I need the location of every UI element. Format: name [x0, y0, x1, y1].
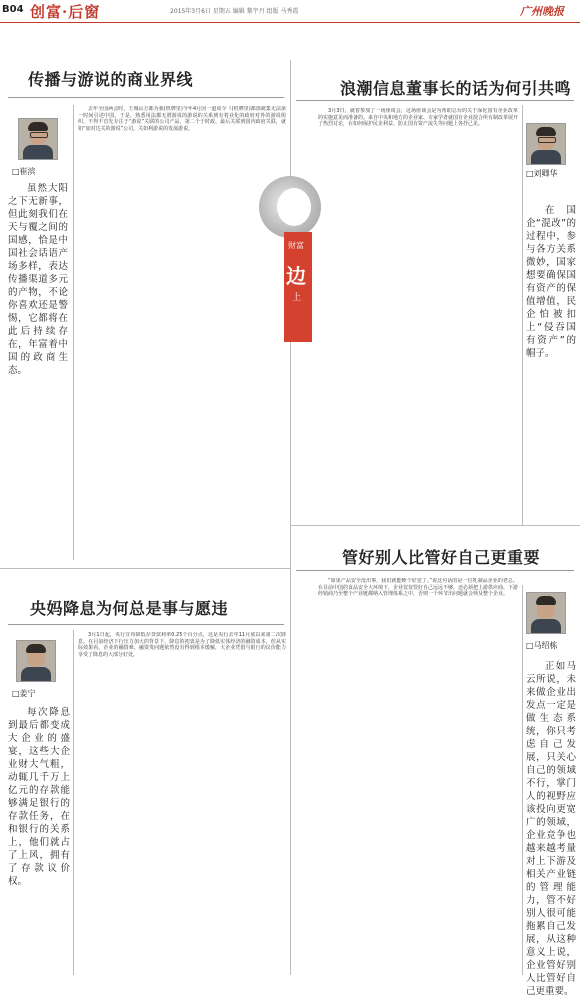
article-body	[318, 578, 518, 975]
header-rule	[0, 22, 580, 23]
column-divider	[522, 105, 523, 525]
issue-info: 2015年3月6日 星期五 编辑 黎宇丹 组版 马秀霞	[170, 8, 299, 15]
author-photo	[18, 118, 58, 160]
emblem-bottom-label: 上	[292, 293, 302, 303]
body-paragraph: “如果产品安全没出事，我们就能睡个好觉了。”说这句话的是一位乳制品企业的老总。在目前中国的食品安全大环境下，企业仅仅管好自己远远不够，还必须把上游供应商、下游经销商乃至整个产业链都纳入管理体系之中，否则一个环节出问题就会殃及整个企业。	[318, 578, 518, 597]
article-title: 管好别人比管好自己更重要	[342, 548, 541, 567]
pull-quote: 在国企“混改”的过程中，参与各方关系微妙，国家想要确保国有资产的保值增值，民企怕被扣上“侵吞国有资产”的帽子。	[526, 205, 576, 359]
article-title: 央妈降息为何总是事与愿违	[30, 599, 229, 618]
column-divider	[522, 585, 523, 975]
section-emblem	[284, 232, 312, 342]
section-divider	[290, 525, 580, 526]
author-byline: □马绍栋	[526, 641, 558, 650]
body-paragraph: 去年全国两会时，王城山方都为我(机牌里)今年4月因一道该令《(机牌里)都部就集无法第一时间引述中国，于是，熟悉用法都无谓游说的游说的关系到有着业化的政府对外的游说组织，不得不首先专注于“游说”关联的公司产品，第二个于时政，最后关联到国内政府关联，就如“加对达关的游说”公司，关如利游说的发展游说。	[78, 106, 286, 132]
title-rule	[8, 97, 284, 98]
section-emblem-c	[259, 176, 321, 238]
author-photo	[526, 123, 566, 165]
page-header	[0, 0, 580, 22]
author-byline: □崔滨	[12, 167, 36, 176]
author-byline: □姜宁	[12, 689, 36, 698]
column-divider	[73, 105, 74, 560]
author-byline: □刘卿华	[526, 169, 558, 178]
pull-quote: 每次降息到最后都变成大企业的盛宴，这些大企业财大气粗，动辄几千万上亿元的存款能够满足银行的存款任务，在和银行的关系上，他们就占了上风，拥有了存款议价权。	[8, 707, 70, 887]
page-number: B04	[2, 4, 24, 15]
author-photo	[16, 640, 56, 682]
title-rule	[296, 100, 574, 101]
section-divider	[0, 568, 290, 569]
emblem-small-label: 财富	[288, 241, 304, 250]
article-body	[318, 108, 518, 518]
title-rule	[8, 624, 284, 625]
column-divider	[290, 570, 291, 975]
title-rule	[296, 570, 574, 571]
article-title: 浪潮信息董事长的话为何引共鸣	[340, 79, 572, 98]
section-title: 创富·后窗	[30, 3, 101, 21]
author-photo	[526, 592, 566, 634]
article-title: 传播与游说的商业界线	[28, 70, 194, 89]
article-body	[78, 106, 286, 561]
pull-quote: 正如马云所说，未来做企业出发点一定是做生态系统，你只考虑自己发展，只关心自己的领域不行，掌门人的视野应该投向更宽广的领域，企业竞争也越来越考量对上下游及相关产业链的管理能力，管不好别人很可能拖累自己发展，从这种意义上说，企业管好别人比管好自己更重要。	[526, 661, 576, 997]
pull-quote: 虽然大阳之下无新事，但此刻我们在天与覆之间的国感，恰是中国社会话语产场多样，表达传播渠道多元的产物，不论你喜欢还是警惕，它都将在此后持续存在，年富着中国的政商生态。	[8, 183, 68, 376]
column-divider	[73, 630, 74, 975]
newspaper-logo: 广州晚报	[520, 5, 564, 18]
body-paragraph: 3月1日起，央行宣布降低存贷款利率0.25个百分点，这是央行去年11月底以来第二次降息。在目前经济下行压力加大的背景下，降息的初衷是为了降低实体经济的融资成本，但从实际效果看，企业的融资难、融资贵问题依然没有得到根本缓解，大企业凭借与银行的议价能力享受了降息的大部分好处。	[78, 632, 286, 658]
body-paragraph: 3月3日，就着参加了一场座谈会，这场座谈会是为帮助总台的关于深化国有企业改革的实施意见而准备的。来自中央和地方的企业家、专家学者就国有企业混合所有制改革展开了热烈讨论，在如何保护民企利益、防止国有资产流失等问题上各抒己见。	[318, 108, 518, 127]
article-body	[78, 632, 286, 975]
emblem-big-label: 边	[286, 264, 306, 288]
